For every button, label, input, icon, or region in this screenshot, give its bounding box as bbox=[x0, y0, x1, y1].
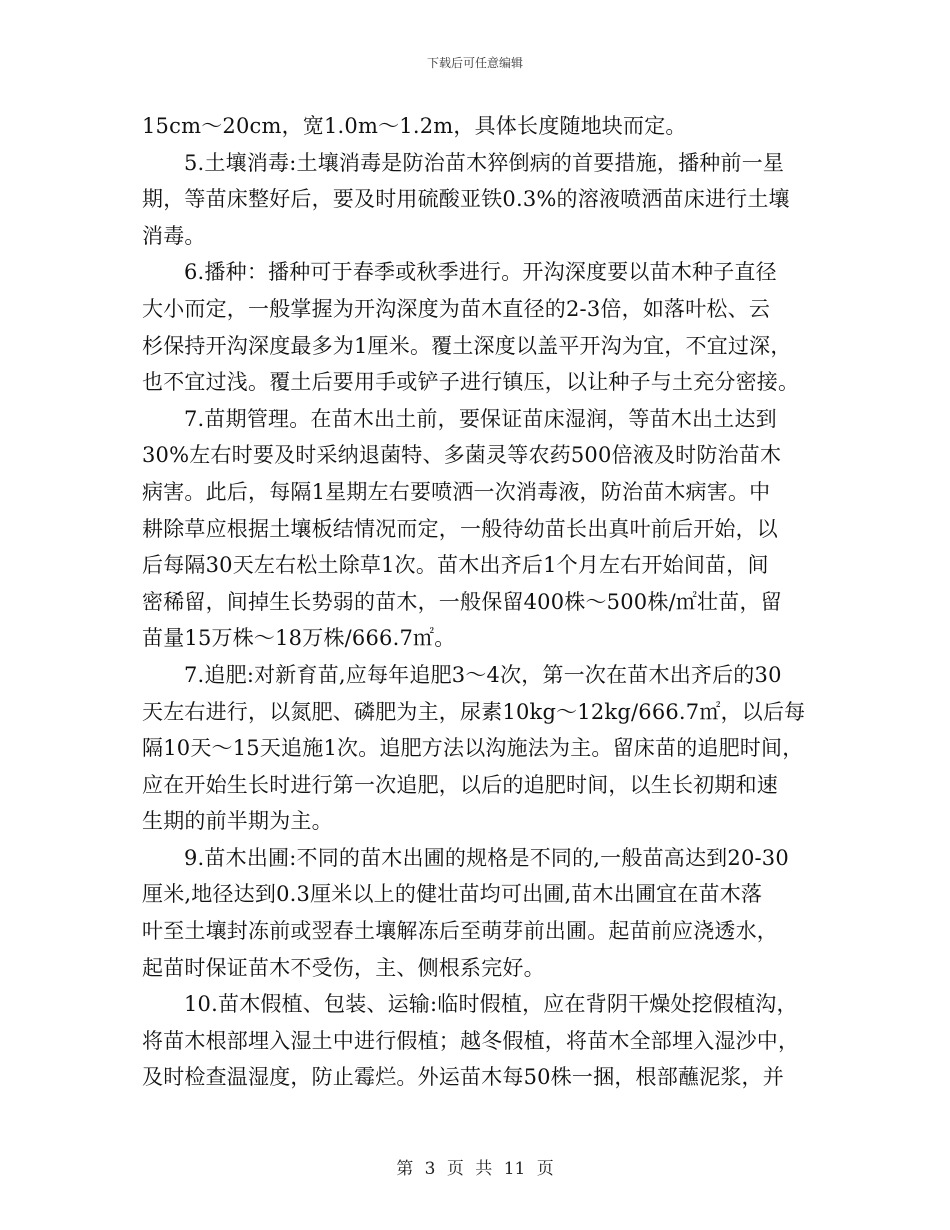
text-line: 隔10天～15天追施1次。追肥方法以沟施法为主。留床苗的追肥时间， bbox=[142, 736, 804, 761]
text-line: 起苗时保证苗木不受伤，主、侧根系完好。 bbox=[142, 955, 545, 980]
text-line: 后每隔30天左右松土除草1次。苗木出齐后1个月左右开始间苗，间 bbox=[142, 553, 769, 578]
text-line: 生期的前半期为主。 bbox=[142, 809, 333, 834]
text-line: 15cm～20cm，宽1.0m～1.2m，具体长度随地块而定。 bbox=[142, 114, 687, 138]
text-line: 大小而定，一般掌握为开沟深度为苗木直径的2-3倍，如落叶松、云 bbox=[142, 296, 771, 321]
text-line: 30%左右时要及时采纳退菌特、多菌灵等农药500倍液及时防治苗木 bbox=[142, 443, 782, 468]
text-line: 天左右进行，以氮肥、磷肥为主，尿素10kg～12kg/666.7㎡，以后每 bbox=[142, 699, 806, 724]
text-line: 消毒。 bbox=[142, 223, 206, 248]
page-header: 下载后可任意编辑 bbox=[426, 56, 523, 70]
text-line: 5.土壤消毒:土壤消毒是防治苗木猝倒病的首要措施，播种前一星 bbox=[184, 150, 785, 175]
text-line: 密稀留，间掉生长势弱的苗木，一般保留400株～500株/㎡壮苗，留 bbox=[142, 589, 782, 614]
text-line: 应在开始生长时进行第一次追肥，以后的追肥时间，以生长初期和速 bbox=[142, 772, 778, 797]
text-line: 苗量15万株～18万株/666.7㎡。 bbox=[142, 626, 456, 651]
text-line: 9.苗木出圃:不同的苗木出圃的规格是不同的,一般苗高达到20-30 bbox=[184, 845, 789, 870]
text-line: 叶至土壤封冻前或翌春土壤解冻后至萌芽前出圃。起苗前应浇透水， bbox=[142, 919, 778, 944]
text-line: 7.追肥:对新育苗,应每年追肥3～4次，第一次在苗木出齐后的30 bbox=[184, 662, 782, 687]
text-line: 耕除草应根据土壤板结情况而定，一般待幼苗长出真叶前后开始，以 bbox=[142, 516, 778, 541]
text-line: 及时检查温湿度，防止霉烂。外运苗木每50株一捆，根部蘸泥浆，并 bbox=[142, 1065, 784, 1090]
text-line: 将苗木根部埋入湿土中进行假植；越冬假植，将苗木全部埋入湿沙中， bbox=[142, 1028, 800, 1053]
text-line: 杉保持开沟深度最多为1厘米。覆土深度以盖平开沟为宜，不宜过深， bbox=[142, 333, 792, 358]
text-line: 期，等苗床整好后，要及时用硫酸亚铁0.3%的溶液喷洒苗床进行土壤 bbox=[142, 187, 790, 212]
text-line: 6.播种：播种可于春季或秋季进行。开沟深度要以苗木种子直径 bbox=[184, 260, 777, 285]
document-body bbox=[142, 108, 818, 1096]
text-line: 厘米,地径达到0.3厘米以上的健壮苗均可出圃,苗木出圃宜在苗木落 bbox=[142, 882, 763, 907]
text-line: 10.苗木假植、包装、运输:临时假植，应在背阴干燥处挖假植沟， bbox=[184, 992, 798, 1017]
page-footer: 第 3 页 共 11 页 bbox=[396, 1159, 554, 1179]
text-line: 7.苗期管理。在苗木出土前，要保证苗床湿润，等苗木出土达到 bbox=[184, 406, 777, 431]
text-line: 也不宜过浅。覆土后要用手或铲子进行镇压，以让种子与土充分密接。 bbox=[142, 370, 800, 395]
text-line: 病害。此后，每隔1星期左右要喷洒一次消毒液，防治苗木病害。中 bbox=[142, 479, 771, 504]
